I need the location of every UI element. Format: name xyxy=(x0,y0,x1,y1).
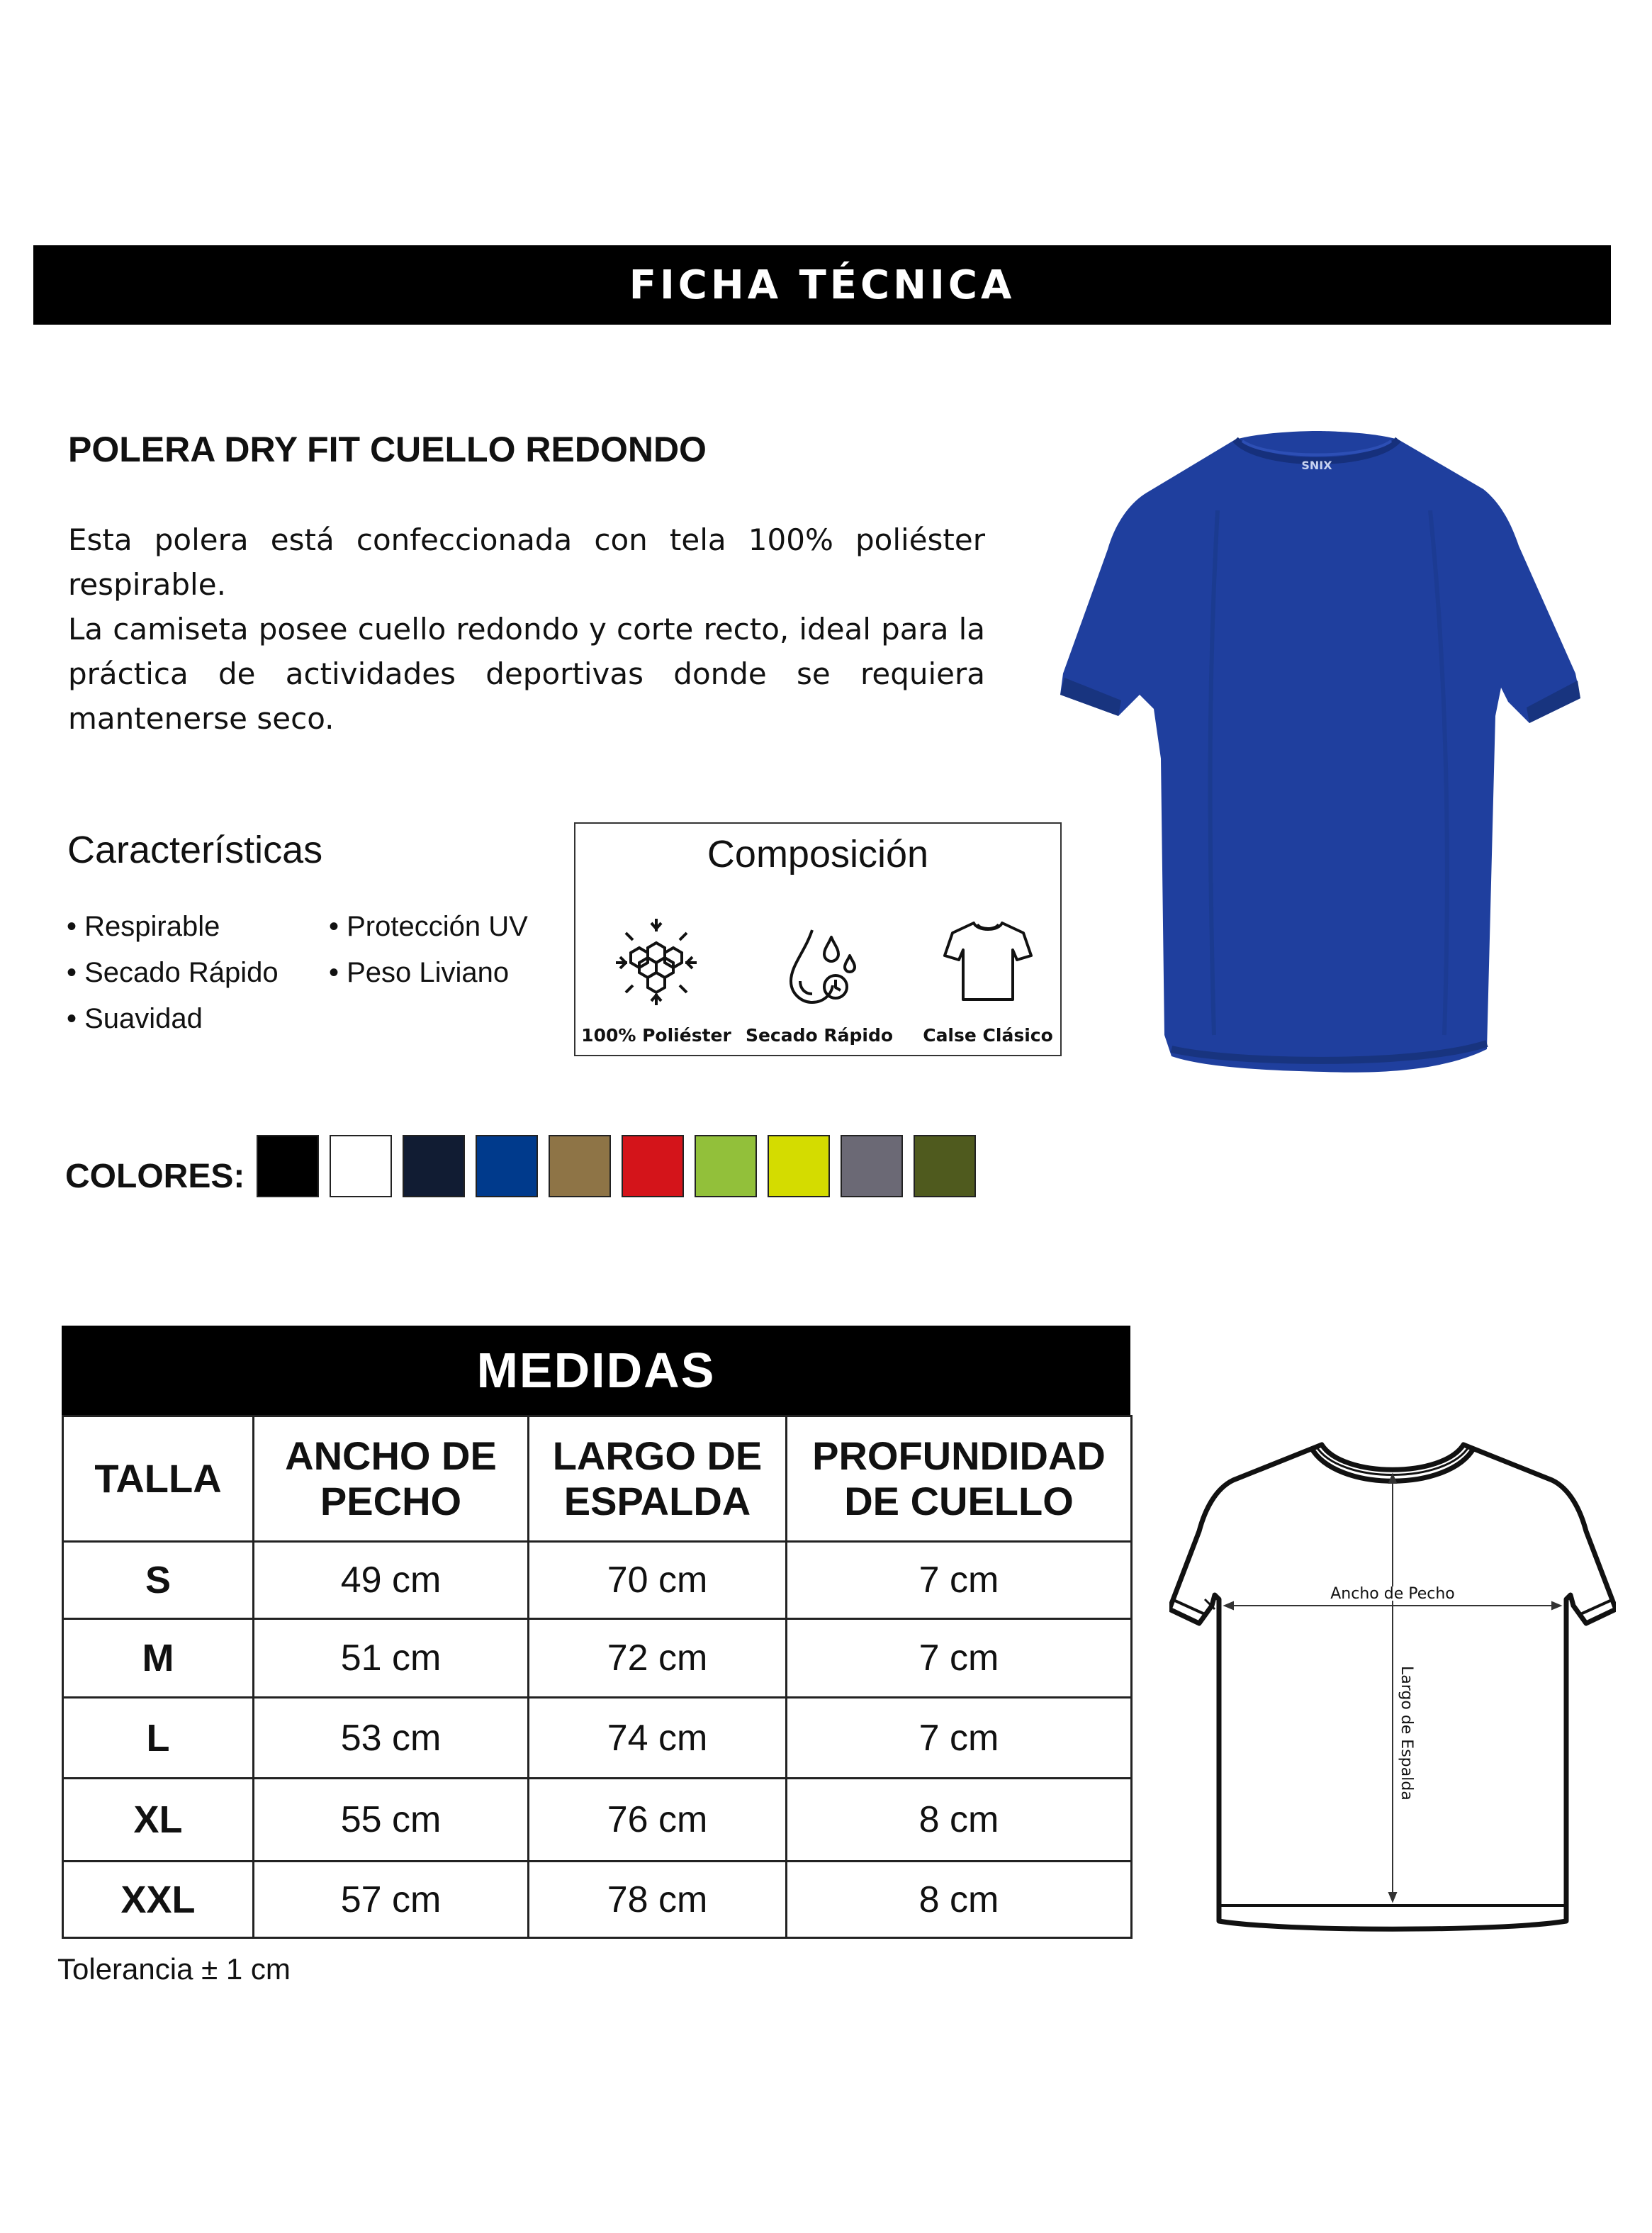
polyester-hexagon-icon xyxy=(610,916,702,1008)
description-paragraph-2: La camiseta posee cuello redondo y corte recto, ideal para la práctica de actividades deportivas donde se requiera mantenerse seco. xyxy=(68,612,985,736)
tshirt-product-photo xyxy=(1047,425,1586,1092)
size-cell: S xyxy=(63,1542,254,1619)
table-row xyxy=(63,1619,1132,1698)
neck-cell: 7 cm xyxy=(787,1698,1132,1779)
features-list-1 xyxy=(67,904,279,1042)
composition-item xyxy=(917,916,1059,1008)
color-swatch[interactable] xyxy=(622,1135,684,1197)
tolerance-note: Tolerancia ± 1 cm xyxy=(57,1952,291,1986)
feature-item: • Secado Rápido xyxy=(67,950,279,996)
composition-box xyxy=(574,822,1062,1056)
length-cell: 72 cm xyxy=(529,1619,787,1698)
measurements-table-wrap xyxy=(62,1326,1130,1939)
chest-cell: 51 cm xyxy=(254,1619,529,1698)
size-cell: L xyxy=(63,1698,254,1779)
measurements-title: MEDIDAS xyxy=(62,1326,1130,1415)
color-swatch[interactable] xyxy=(330,1135,392,1197)
brand-label: SNIX xyxy=(1301,459,1332,472)
header-profundidad-cuello: PROFUNDIDAD DE CUELLO xyxy=(787,1416,1132,1542)
color-swatch[interactable] xyxy=(549,1135,611,1197)
color-swatch[interactable] xyxy=(257,1135,319,1197)
chest-cell: 57 cm xyxy=(254,1862,529,1938)
length-cell: 74 cm xyxy=(529,1698,787,1779)
header-bar xyxy=(33,245,1611,325)
chest-width-label: Ancho de Pecho xyxy=(1330,1585,1455,1603)
neck-cell: 8 cm xyxy=(787,1779,1132,1862)
length-cell: 76 cm xyxy=(529,1779,787,1862)
size-cell: XXL xyxy=(63,1862,254,1938)
back-length-label: Largo de Espalda xyxy=(1398,1666,1415,1801)
table-row xyxy=(63,1779,1132,1862)
neck-cell: 7 cm xyxy=(787,1542,1132,1619)
feature-item: • Respirable xyxy=(67,904,279,950)
description-paragraph-1: Esta polera está confeccionada con tela 100% poliéster respirable. xyxy=(68,522,985,602)
feature-item: • Protección UV xyxy=(329,904,528,950)
composition-label: Secado Rápido xyxy=(745,1025,894,1046)
size-cell: M xyxy=(63,1619,254,1698)
chest-cell: 55 cm xyxy=(254,1779,529,1862)
table-row xyxy=(63,1862,1132,1938)
header-talla: TALLA xyxy=(63,1416,254,1542)
composition-label: 100% Poliéster xyxy=(581,1025,731,1046)
color-swatch[interactable] xyxy=(841,1135,903,1197)
color-swatch[interactable] xyxy=(768,1135,830,1197)
length-cell: 70 cm xyxy=(529,1542,787,1619)
composition-title: Composición xyxy=(707,833,929,875)
header-largo-espalda: LARGO DE ESPALDA xyxy=(529,1416,787,1542)
tshirt-measurement-diagram xyxy=(1169,1432,1616,1942)
neck-cell: 8 cm xyxy=(787,1862,1132,1938)
color-swatch[interactable] xyxy=(695,1135,757,1197)
features-title: Características xyxy=(67,829,323,871)
classic-fit-tshirt-icon xyxy=(942,916,1034,1008)
table-header-row xyxy=(63,1416,1132,1542)
page-title: FICHA TÉCNICA xyxy=(629,262,1016,308)
color-swatch[interactable] xyxy=(476,1135,538,1197)
feature-item: • Peso Liviano xyxy=(329,950,528,996)
composition-label: Calse Clásico xyxy=(923,1025,1053,1046)
composition-item xyxy=(748,916,890,1008)
features-list-2 xyxy=(329,904,528,996)
color-swatch[interactable] xyxy=(914,1135,976,1197)
header-ancho-pecho: ANCHO DE PECHO xyxy=(254,1416,529,1542)
feature-item: • Suavidad xyxy=(67,996,279,1042)
chest-cell: 53 cm xyxy=(254,1698,529,1779)
neck-cell: 7 cm xyxy=(787,1619,1132,1698)
quick-dry-drops-icon xyxy=(773,916,865,1008)
product-description xyxy=(68,517,985,741)
chest-cell: 49 cm xyxy=(254,1542,529,1619)
composition-item xyxy=(585,916,727,1008)
measurements-table xyxy=(62,1415,1133,1939)
table-row xyxy=(63,1698,1132,1779)
color-swatch[interactable] xyxy=(403,1135,465,1197)
product-title: POLERA DRY FIT CUELLO REDONDO xyxy=(68,430,707,469)
colors-label: COLORES: xyxy=(65,1158,245,1195)
table-row xyxy=(63,1542,1132,1619)
size-cell: XL xyxy=(63,1779,254,1862)
length-cell: 78 cm xyxy=(529,1862,787,1938)
